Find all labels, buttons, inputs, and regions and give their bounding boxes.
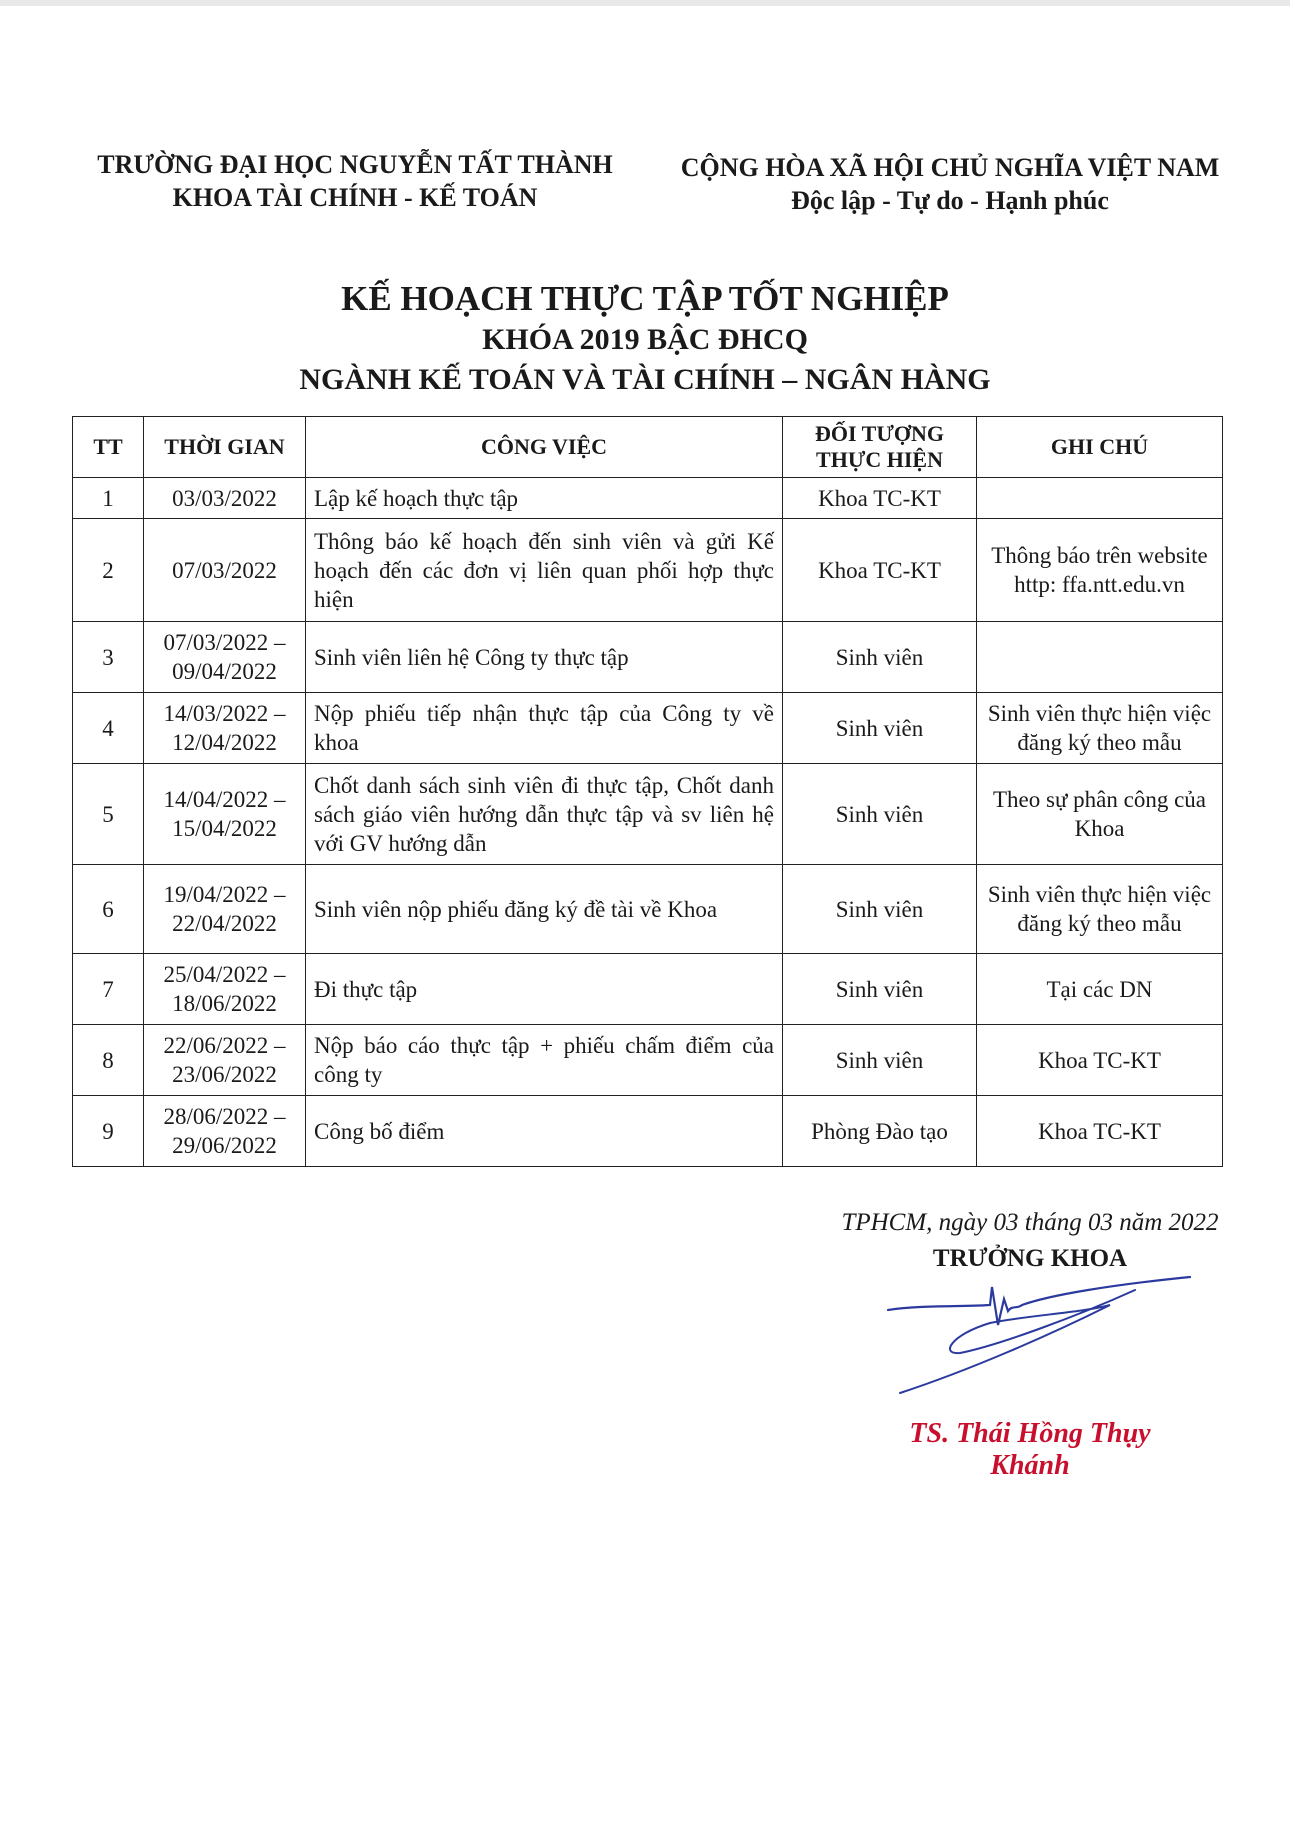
table-header-row: [73, 417, 1223, 478]
cell-tt: 3: [73, 622, 144, 693]
table-row: [73, 764, 1223, 865]
internship-plan-table: [72, 416, 1223, 1167]
table-row: [73, 693, 1223, 764]
cell-time: 14/03/2022 – 12/04/2022: [144, 693, 306, 764]
table-row: [73, 1096, 1223, 1167]
cell-who: Phòng Đào tạo: [783, 1096, 977, 1167]
scan-edge: [0, 0, 1290, 6]
cell-work: Nộp phiếu tiếp nhận thực tập của Công ty về khoa: [306, 693, 783, 764]
cell-work: Chốt danh sách sinh viên đi thực tập, Chốt danh sách giáo viên hướng dẫn thực tập và sv liên hệ với GV hướng dẫn: [306, 764, 783, 865]
title-line-3: NGÀNH KẾ TOÁN VÀ TÀI CHÍNH – NGÂN HÀNG: [299, 363, 991, 396]
document-title: [0, 278, 1290, 400]
cell-note: [977, 478, 1223, 519]
table-row: [73, 865, 1223, 954]
cell-who: Sinh viên: [783, 954, 977, 1025]
cell-time: 19/04/2022 – 22/04/2022: [144, 865, 306, 954]
cell-work: Nộp báo cáo thực tập + phiếu chấm điểm của công ty: [306, 1025, 783, 1096]
table-row: [73, 1025, 1223, 1096]
signature-block: [780, 1205, 1280, 1277]
cell-who: Khoa TC-KT: [783, 519, 977, 622]
cell-time: 28/06/2022 – 29/06/2022: [144, 1096, 306, 1167]
header-tt: TT: [73, 417, 144, 478]
cell-tt: 1: [73, 478, 144, 519]
title-line-2: KHÓA 2019 BẬC ĐHCQ: [482, 323, 808, 356]
cell-who: Sinh viên: [783, 622, 977, 693]
table-row: [73, 519, 1223, 622]
cell-tt: 8: [73, 1025, 144, 1096]
country-name: CỘNG HÒA XÃ HỘI CHỦ NGHĨA VIỆT NAM: [680, 153, 1220, 182]
cell-who: Sinh viên: [783, 865, 977, 954]
cell-work: Đi thực tập: [306, 954, 783, 1025]
cell-note: Thông báo trên website http: ffa.ntt.edu.vn: [977, 519, 1223, 622]
national-motto: Độc lập - Tự do - Hạnh phúc: [791, 186, 1109, 215]
cell-note: Khoa TC-KT: [977, 1025, 1223, 1096]
table-row: [73, 478, 1223, 519]
cell-work: Công bố điểm: [306, 1096, 783, 1167]
cell-time: 07/03/2022: [144, 519, 306, 622]
cell-note: Khoa TC-KT: [977, 1096, 1223, 1167]
cell-work: Sinh viên liên hệ Công ty thực tập: [306, 622, 783, 693]
cell-note: Sinh viên thực hiện việc đăng ký theo mẫu: [977, 693, 1223, 764]
header-work: CÔNG VIỆC: [306, 417, 783, 478]
cell-work: Lập kế hoạch thực tập: [306, 478, 783, 519]
cell-time: 07/03/2022 – 09/04/2022: [144, 622, 306, 693]
faculty-name: KHOA TÀI CHÍNH - KẾ TOÁN: [172, 183, 538, 212]
cell-note: Theo sự phân công của Khoa: [977, 764, 1223, 865]
place-date: TPHCM, ngày 03 tháng 03 năm 2022: [841, 1209, 1219, 1236]
cell-who: Sinh viên: [783, 1025, 977, 1096]
signer-name: TS. Thái Hồng Thụy Khánh: [909, 1418, 1151, 1481]
cell-tt: 9: [73, 1096, 144, 1167]
title-line-1: KẾ HOẠCH THỰC TẬP TỐT NGHIỆP: [341, 279, 949, 318]
header-time: THỜI GIAN: [144, 417, 306, 478]
university-name: TRƯỜNG ĐẠI HỌC NGUYỄN TẤT THÀNH: [97, 150, 613, 179]
institution-header: [70, 148, 640, 214]
cell-time: 22/06/2022 – 23/06/2022: [144, 1025, 306, 1096]
header-who: ĐỐI TƯỢNG THỰC HIỆN: [783, 417, 977, 478]
cell-note: [977, 622, 1223, 693]
cell-tt: 2: [73, 519, 144, 622]
cell-work: Thông báo kế hoạch đến sinh viên và gửi Kế hoạch đến các đơn vị liên quan phối hợp thực hiện: [306, 519, 783, 622]
cell-time: 14/04/2022 – 15/04/2022: [144, 764, 306, 865]
cell-note: Tại các DN: [977, 954, 1223, 1025]
cell-tt: 4: [73, 693, 144, 764]
cell-time: 25/04/2022 – 18/06/2022: [144, 954, 306, 1025]
handwritten-signature: [880, 1275, 1200, 1405]
cell-tt: 5: [73, 764, 144, 865]
cell-note: Sinh viên thực hiện việc đăng ký theo mẫu: [977, 865, 1223, 954]
header-note: GHI CHÚ: [977, 417, 1223, 478]
cell-who: Sinh viên: [783, 693, 977, 764]
table-row: [73, 954, 1223, 1025]
cell-tt: 6: [73, 865, 144, 954]
cell-tt: 7: [73, 954, 144, 1025]
cell-work: Sinh viên nộp phiếu đăng ký đề tài về Khoa: [306, 865, 783, 954]
cell-who: Sinh viên: [783, 764, 977, 865]
cell-time: 03/03/2022: [144, 478, 306, 519]
table-row: [73, 622, 1223, 693]
cell-who: Khoa TC-KT: [783, 478, 977, 519]
signer-role: TRƯỞNG KHOA: [932, 1245, 1128, 1272]
national-header: [650, 151, 1250, 217]
